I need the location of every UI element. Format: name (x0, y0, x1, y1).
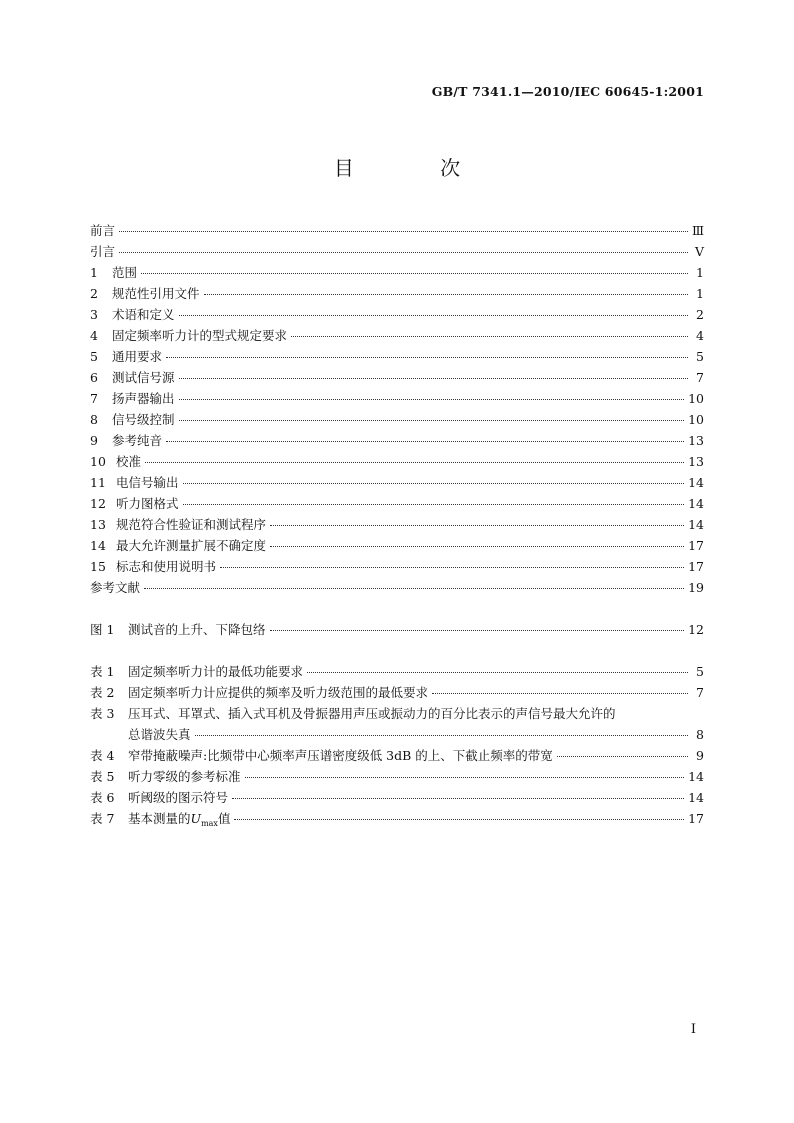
toc-page: 13 (688, 433, 704, 448)
toc-page: 14 (688, 517, 704, 532)
toc-label: 校准 (116, 454, 142, 469)
toc-label-continued: 总谐波失真 (128, 727, 191, 742)
toc-entry-section-5[interactable] (90, 346, 704, 367)
toc-entry-section-13[interactable] (90, 514, 704, 535)
dot-leader (232, 798, 684, 799)
toc-label: 规范性引用文件 (112, 286, 200, 301)
toc-entry-table-1[interactable] (90, 661, 704, 682)
toc-page: 17 (688, 811, 704, 826)
toc-number: 11 (90, 475, 106, 490)
dot-leader (166, 441, 684, 442)
toc-label: 电信号输出 (116, 475, 179, 490)
dot-leader (166, 357, 688, 358)
toc-label: 固定频率听力计的型式规定要求 (112, 328, 288, 343)
toc-label: 规范符合性验证和测试程序 (116, 517, 267, 532)
dot-leader (119, 231, 688, 232)
toc-label: 听阈级的图示符号 (128, 790, 229, 805)
toc-page: 14 (688, 790, 704, 805)
toc-label: 听力图格式 (116, 496, 179, 511)
toc-label: 参考纯音 (112, 433, 163, 448)
toc-entry-table-2[interactable] (90, 682, 704, 703)
toc-number: 图 1 (90, 622, 115, 637)
toc-label: 测试音的上升、下降包络 (128, 622, 266, 637)
toc-entry-section-3[interactable] (90, 304, 704, 325)
dot-leader (179, 378, 688, 379)
toc-page: 14 (688, 496, 704, 511)
dot-leader (179, 420, 685, 421)
toc-entry-section-1[interactable] (90, 262, 704, 283)
toc-entry-table-4[interactable] (90, 745, 704, 766)
dot-leader (270, 525, 684, 526)
dot-leader (144, 588, 684, 589)
toc-label: 通用要求 (112, 349, 163, 364)
toc-page: 12 (688, 622, 704, 637)
toc-label: 扬声器输出 (112, 391, 175, 406)
toc-label: 最大允许测量扩展不确定度 (116, 538, 267, 553)
toc-label: 固定频率听力计的最低功能要求 (128, 664, 304, 679)
toc-number: 4 (90, 328, 98, 343)
toc-entry-section-6[interactable] (90, 367, 704, 388)
toc-number: 3 (90, 307, 98, 322)
toc-page: 4 (696, 328, 704, 343)
toc-number: 表 2 (90, 685, 115, 700)
toc-page: 7 (696, 685, 704, 700)
dot-leader (270, 630, 685, 631)
page-title: 目 次 (333, 156, 501, 180)
toc-page: 13 (688, 454, 704, 469)
toc-number: 表 3 (90, 706, 115, 721)
toc-number: 8 (90, 412, 98, 427)
toc-entry-section-15[interactable] (90, 556, 704, 577)
toc-label: 前言 (90, 223, 116, 238)
dot-leader (557, 756, 688, 757)
dot-leader (291, 336, 688, 337)
toc-entry-bibliography[interactable] (90, 577, 704, 598)
toc-page: 19 (688, 580, 704, 595)
dot-leader (220, 567, 684, 568)
toc-page: 1 (696, 265, 704, 280)
toc-page: 7 (696, 370, 704, 385)
toc-entry-table-3[interactable] (90, 703, 704, 745)
spacer (90, 598, 704, 619)
standard-code-header: GB/T 7341.1—2010/IEC 60645-1:2001 (431, 84, 704, 99)
dot-leader (432, 693, 688, 694)
toc-number: 1 (90, 265, 98, 280)
toc-page: 17 (688, 559, 704, 574)
toc-page: 17 (688, 538, 704, 553)
toc-label: 范围 (112, 265, 138, 280)
toc-label-suffix: 值 (217, 811, 231, 826)
dot-leader (141, 273, 688, 274)
toc-entry-table-7[interactable] (90, 808, 704, 829)
toc-entry-section-9[interactable] (90, 430, 704, 451)
toc-label: 测试信号源 (112, 370, 175, 385)
dot-leader (183, 504, 685, 505)
spacer (90, 640, 704, 661)
dot-leader (179, 399, 685, 400)
toc-entry-section-4[interactable] (90, 325, 704, 346)
toc-number: 12 (90, 496, 106, 511)
toc-number: 9 (90, 433, 98, 448)
dot-leader (119, 252, 688, 253)
toc-number: 2 (90, 286, 98, 301)
toc-label: 标志和使用说明书 (116, 559, 217, 574)
toc-number: 10 (90, 454, 106, 469)
toc-label: 窄带掩蔽噪声:比频带中心频率声压谱密度级低 3dB 的上、下截止频率的带宽 (128, 748, 553, 763)
toc-page: 8 (696, 727, 704, 742)
toc-label: 压耳式、耳罩式、插入式耳机及骨振器用声压或振动力的百分比表示的声信号最大允许的 (128, 706, 616, 721)
toc-page: 10 (688, 412, 704, 427)
toc-entry-introduction[interactable] (90, 241, 704, 262)
toc-entry-foreword[interactable] (90, 220, 704, 241)
toc-number: 13 (90, 517, 106, 532)
toc-page: 5 (696, 664, 704, 679)
toc-number: 表 4 (90, 748, 115, 763)
dot-leader (145, 462, 684, 463)
toc-number: 7 (90, 391, 98, 406)
dot-leader (270, 546, 684, 547)
table-of-contents (90, 220, 704, 829)
toc-page: 14 (688, 475, 704, 490)
toc-entry-section-12[interactable] (90, 493, 704, 514)
toc-entry-section-7[interactable] (90, 388, 704, 409)
toc-number: 15 (90, 559, 106, 574)
toc-entry-figure-1[interactable] (90, 619, 704, 640)
footer-page-number: I (690, 1022, 696, 1037)
toc-entry-section-10[interactable] (90, 451, 704, 472)
toc-entry-section-2[interactable] (90, 283, 704, 304)
toc-page: 9 (696, 748, 704, 763)
toc-label: 引言 (90, 244, 116, 259)
toc-entry-table-5[interactable] (90, 766, 704, 787)
toc-number: 表 6 (90, 790, 115, 805)
toc-page: 1 (696, 286, 704, 301)
toc-number: 表 1 (90, 664, 115, 679)
dot-leader (234, 819, 684, 820)
toc-number: 14 (90, 538, 106, 553)
toc-label: 术语和定义 (112, 307, 175, 322)
toc-label (128, 808, 230, 831)
toc-label: 参考文献 (90, 580, 141, 595)
toc-page: 10 (688, 391, 704, 406)
toc-number: 6 (90, 370, 98, 385)
toc-label-subscript: max (201, 819, 218, 828)
toc-label: 信号级控制 (112, 412, 175, 427)
toc-entry-table-3-line-2 (90, 724, 704, 745)
dot-leader (204, 294, 688, 295)
toc-entry-section-8[interactable] (90, 409, 704, 430)
toc-label: 固定频率听力计应提供的频率及听力级范围的最低要求 (128, 685, 429, 700)
toc-number: 表 7 (90, 811, 115, 826)
toc-page: 2 (696, 307, 704, 322)
dot-leader (245, 777, 685, 778)
dot-leader (183, 483, 685, 484)
toc-label-variable: U (190, 811, 202, 826)
toc-number: 5 (90, 349, 98, 364)
dot-leader (195, 735, 688, 736)
toc-label-prefix: 基本测量的 (128, 811, 191, 826)
toc-page: Ⅴ (694, 244, 704, 259)
toc-page: 5 (696, 349, 704, 364)
toc-page: Ⅲ (691, 223, 704, 238)
toc-label: 听力零级的参考标准 (128, 769, 241, 784)
dot-leader (179, 315, 688, 316)
toc-page: 14 (688, 769, 704, 784)
toc-entry-section-14[interactable] (90, 535, 704, 556)
toc-number: 表 5 (90, 769, 115, 784)
toc-entry-table-3-line-1 (90, 703, 704, 724)
toc-entry-table-6[interactable] (90, 787, 704, 808)
toc-entry-section-11[interactable] (90, 472, 704, 493)
dot-leader (307, 672, 688, 673)
